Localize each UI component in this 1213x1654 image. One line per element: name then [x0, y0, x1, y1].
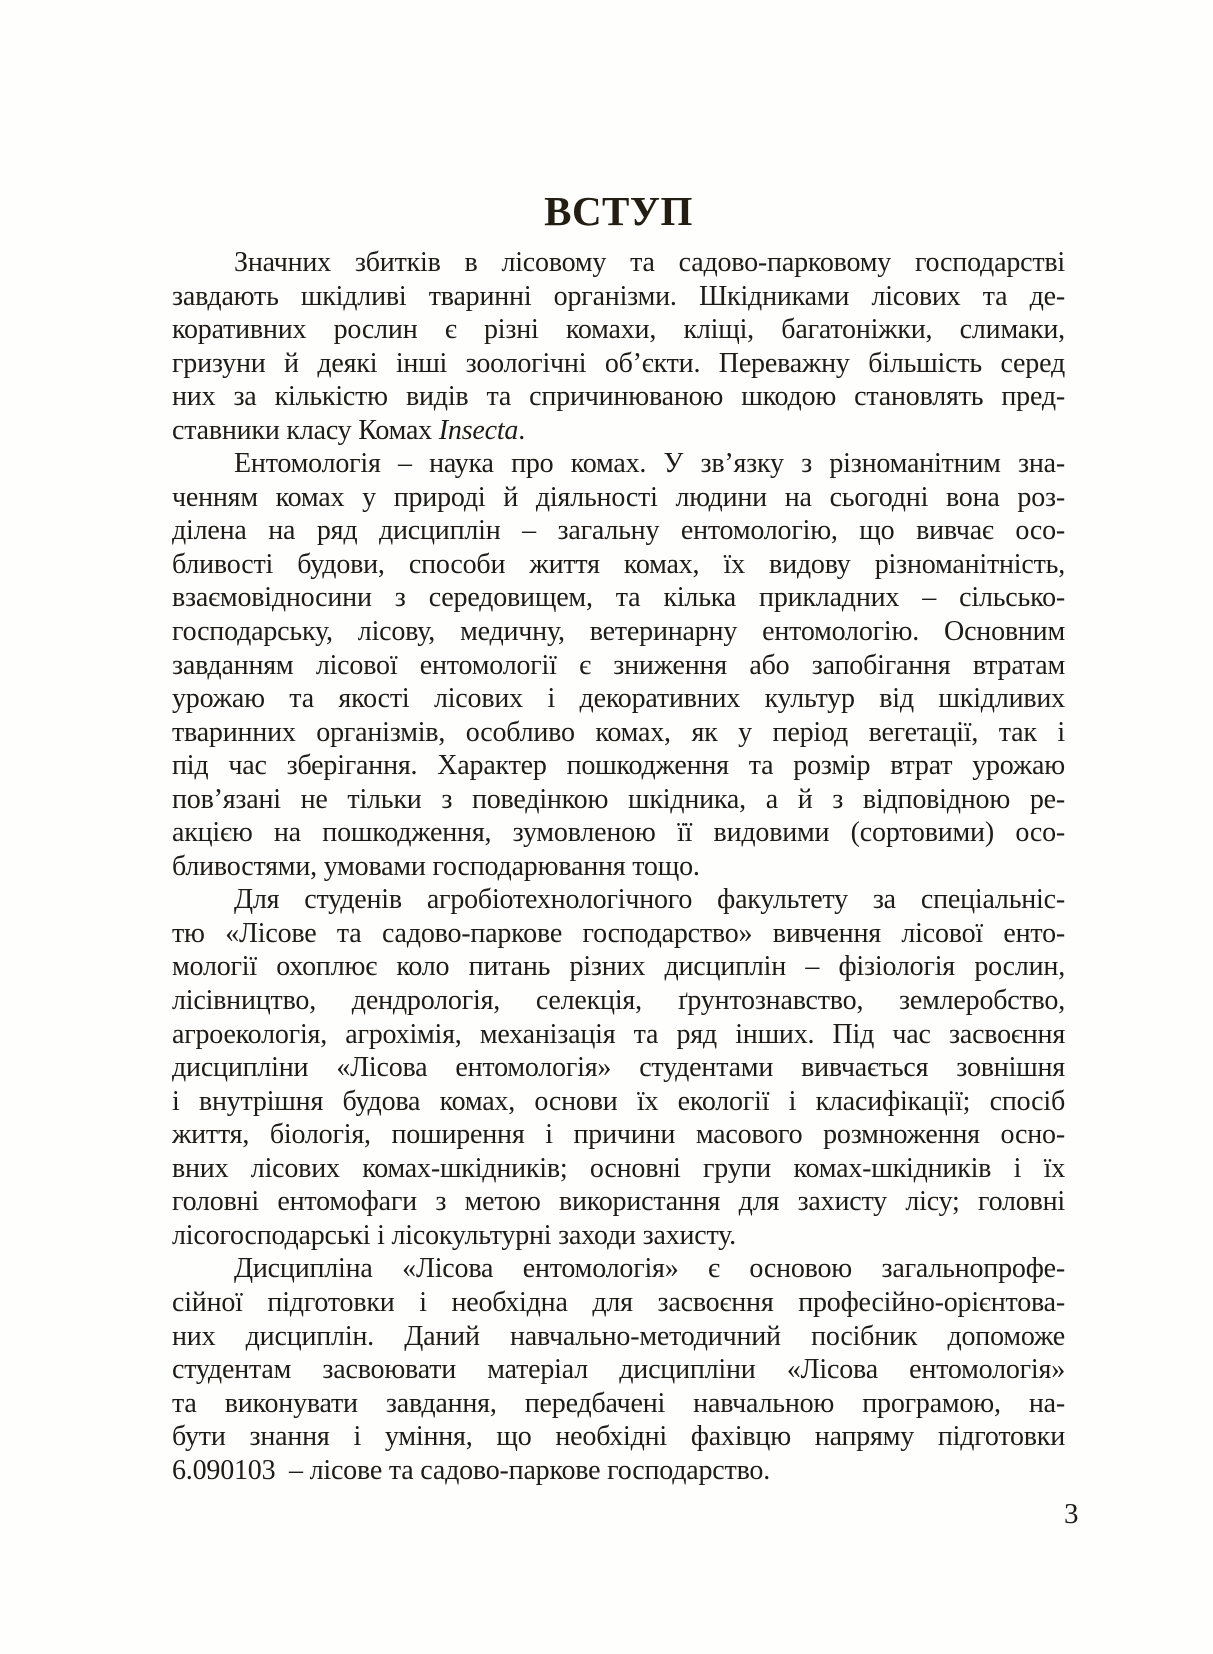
text-segment: урожаю та якості лісових і декоративних культур від шкідливих	[172, 683, 1065, 715]
text-line	[172, 313, 1065, 347]
text-line	[172, 1387, 1065, 1421]
text-line	[172, 615, 1065, 649]
text-line	[172, 1219, 1065, 1253]
text-segment: Ентомологія – наука про комах. У зв’язку з різноманітним зна-	[234, 448, 1065, 480]
text-segment: під час зберігання. Характер пошкодження та розмір втрат урожаю	[172, 750, 1065, 782]
text-segment: коративних рослин є різні комахи, кліщі, багатоніжки, слимаки,	[172, 314, 1065, 346]
text-segment: Для студенів агробіотехнологічного факультету за спеціальніс-	[234, 884, 1065, 916]
page-title: ВСТУП	[544, 188, 693, 235]
text-segment: 6.090103 – лісове та садово-паркове господарство.	[172, 1454, 771, 1486]
text-line	[172, 716, 1065, 750]
text-segment: агроекологія, агрохімія, механізація та ряд інших. Під час засвоєння	[172, 1018, 1065, 1050]
text-segment: гризуни й деякі інші зоологічні об’єкти. Переважну більшість серед	[172, 347, 1065, 379]
text-line	[172, 1286, 1065, 1320]
text-segment: ченням комах у природі й діяльності людини на сьогодні вона роз-	[172, 481, 1065, 513]
text-line	[172, 1353, 1065, 1387]
text-segment: лісогосподарські і лісокультурні заходи захисту.	[172, 1219, 736, 1251]
text-line	[172, 514, 1065, 548]
text-segment: лісівництво, дендрологія, селекція, ґрунтознавство, землеробство,	[172, 985, 1065, 1017]
text-line	[172, 414, 1065, 448]
text-line	[172, 280, 1065, 314]
text-segment: і внутрішня будова комах, основи їх екології і класифікації; спосіб	[172, 1085, 1065, 1117]
text-segment: акцією на пошкодження, зумовленою її видовими (сортовими) осо-	[172, 817, 1065, 849]
text-segment: господарську, лісову, медичну, ветеринарну ентомологію. Основним	[172, 616, 1065, 648]
text-segment: пов’язані не тільки з поведінкою шкідника, а й з відповідною ре-	[172, 783, 1065, 815]
text-line	[172, 749, 1065, 783]
page-number: 3	[1064, 1498, 1079, 1530]
text-segment: дисципліни «Лісова ентомологія» студентами вивчається зовнішня	[172, 1052, 1065, 1084]
text-segment: завданням лісової ентомології є зниження або запобігання втратам	[172, 649, 1065, 681]
text-line	[172, 347, 1065, 381]
text-line	[172, 984, 1065, 1018]
text-segment: життя, біологія, поширення і причини масового розмноження осно-	[172, 1119, 1065, 1151]
text-line	[172, 246, 1065, 280]
text-line	[172, 1185, 1065, 1219]
text-line	[172, 1320, 1065, 1354]
text-line	[172, 447, 1065, 481]
text-line	[172, 380, 1065, 414]
text-line	[172, 1454, 1065, 1488]
text-line	[172, 1118, 1065, 1152]
text-line	[172, 1018, 1065, 1052]
text-line	[172, 1152, 1065, 1186]
text-line	[172, 917, 1065, 951]
text-segment: Значних збитків в лісовому та садово-парковому господарстві	[234, 247, 1065, 278]
text-segment: сійної підготовки і необхідна для засвоєння професійно-орієнтова-	[172, 1286, 1065, 1318]
text-segment: взаємовідносини з середовищем, та кілька прикладних – сільсько-	[172, 582, 1065, 614]
text-line	[172, 581, 1065, 615]
text-segment: ставники класу Комах	[172, 414, 439, 446]
text-segment: студентам засвоювати матеріал дисципліни «Лісова ентомологія»	[172, 1354, 1065, 1386]
text-line	[172, 1252, 1065, 1286]
text-segment: мології охоплює коло питань різних дисциплін – фізіологія рослин,	[172, 951, 1065, 983]
text-line	[172, 783, 1065, 817]
text-line	[172, 1420, 1065, 1454]
text-line	[172, 1085, 1065, 1119]
text-line	[172, 1051, 1065, 1085]
text-segment: завдають шкідливі тваринні організми. Шкідниками лісових та де-	[172, 280, 1065, 312]
paragraph	[172, 246, 1065, 447]
text-segment: бливості будови, способи життя комах, їх видову різноманітність,	[172, 548, 1065, 580]
text-line	[172, 850, 1065, 884]
text-line	[172, 649, 1065, 683]
paragraph	[172, 883, 1065, 1252]
text-line	[172, 950, 1065, 984]
species-name-italic: Insecta	[438, 414, 519, 446]
text-content	[172, 246, 1065, 1487]
text-segment: них дисциплін. Даний навчально-методичний посібник допоможе	[172, 1320, 1065, 1352]
text-line	[172, 883, 1065, 917]
text-segment: Дисципліна «Лісова ентомологія» є основою загальнопрофе-	[234, 1253, 1065, 1285]
text-line	[172, 481, 1065, 515]
text-segment: .	[518, 414, 526, 446]
paragraph	[172, 1252, 1065, 1487]
text-line	[172, 548, 1065, 582]
text-line	[172, 682, 1065, 716]
text-segment: бути знання і уміння, що необхідні фахівцю напряму підготовки	[172, 1421, 1065, 1453]
text-segment: тваринних організмів, особливо комах, як у період вегетації, так і	[172, 716, 1065, 748]
text-segment: головні ентомофаги з метою використання для захисту лісу; головні	[172, 1186, 1065, 1218]
text-segment: них за кількістю видів та спричинюваною шкодою становлять пред-	[172, 381, 1065, 413]
text-segment: тю «Лісове та садово-паркове господарство» вивчення лісової енто-	[172, 917, 1065, 949]
text-segment: та виконувати завдання, передбачені навчальною програмою, на-	[172, 1387, 1065, 1419]
text-segment: ділена на ряд дисциплін – загальну ентомологію, що вивчає осо-	[172, 515, 1065, 547]
text-line	[172, 816, 1065, 850]
text-segment: вних лісових комах-шкідників; основні групи комах-шкідників і їх	[172, 1152, 1065, 1184]
text-segment: бливостями, умовами господарювання тощо.	[172, 850, 700, 882]
paragraph	[172, 447, 1065, 883]
